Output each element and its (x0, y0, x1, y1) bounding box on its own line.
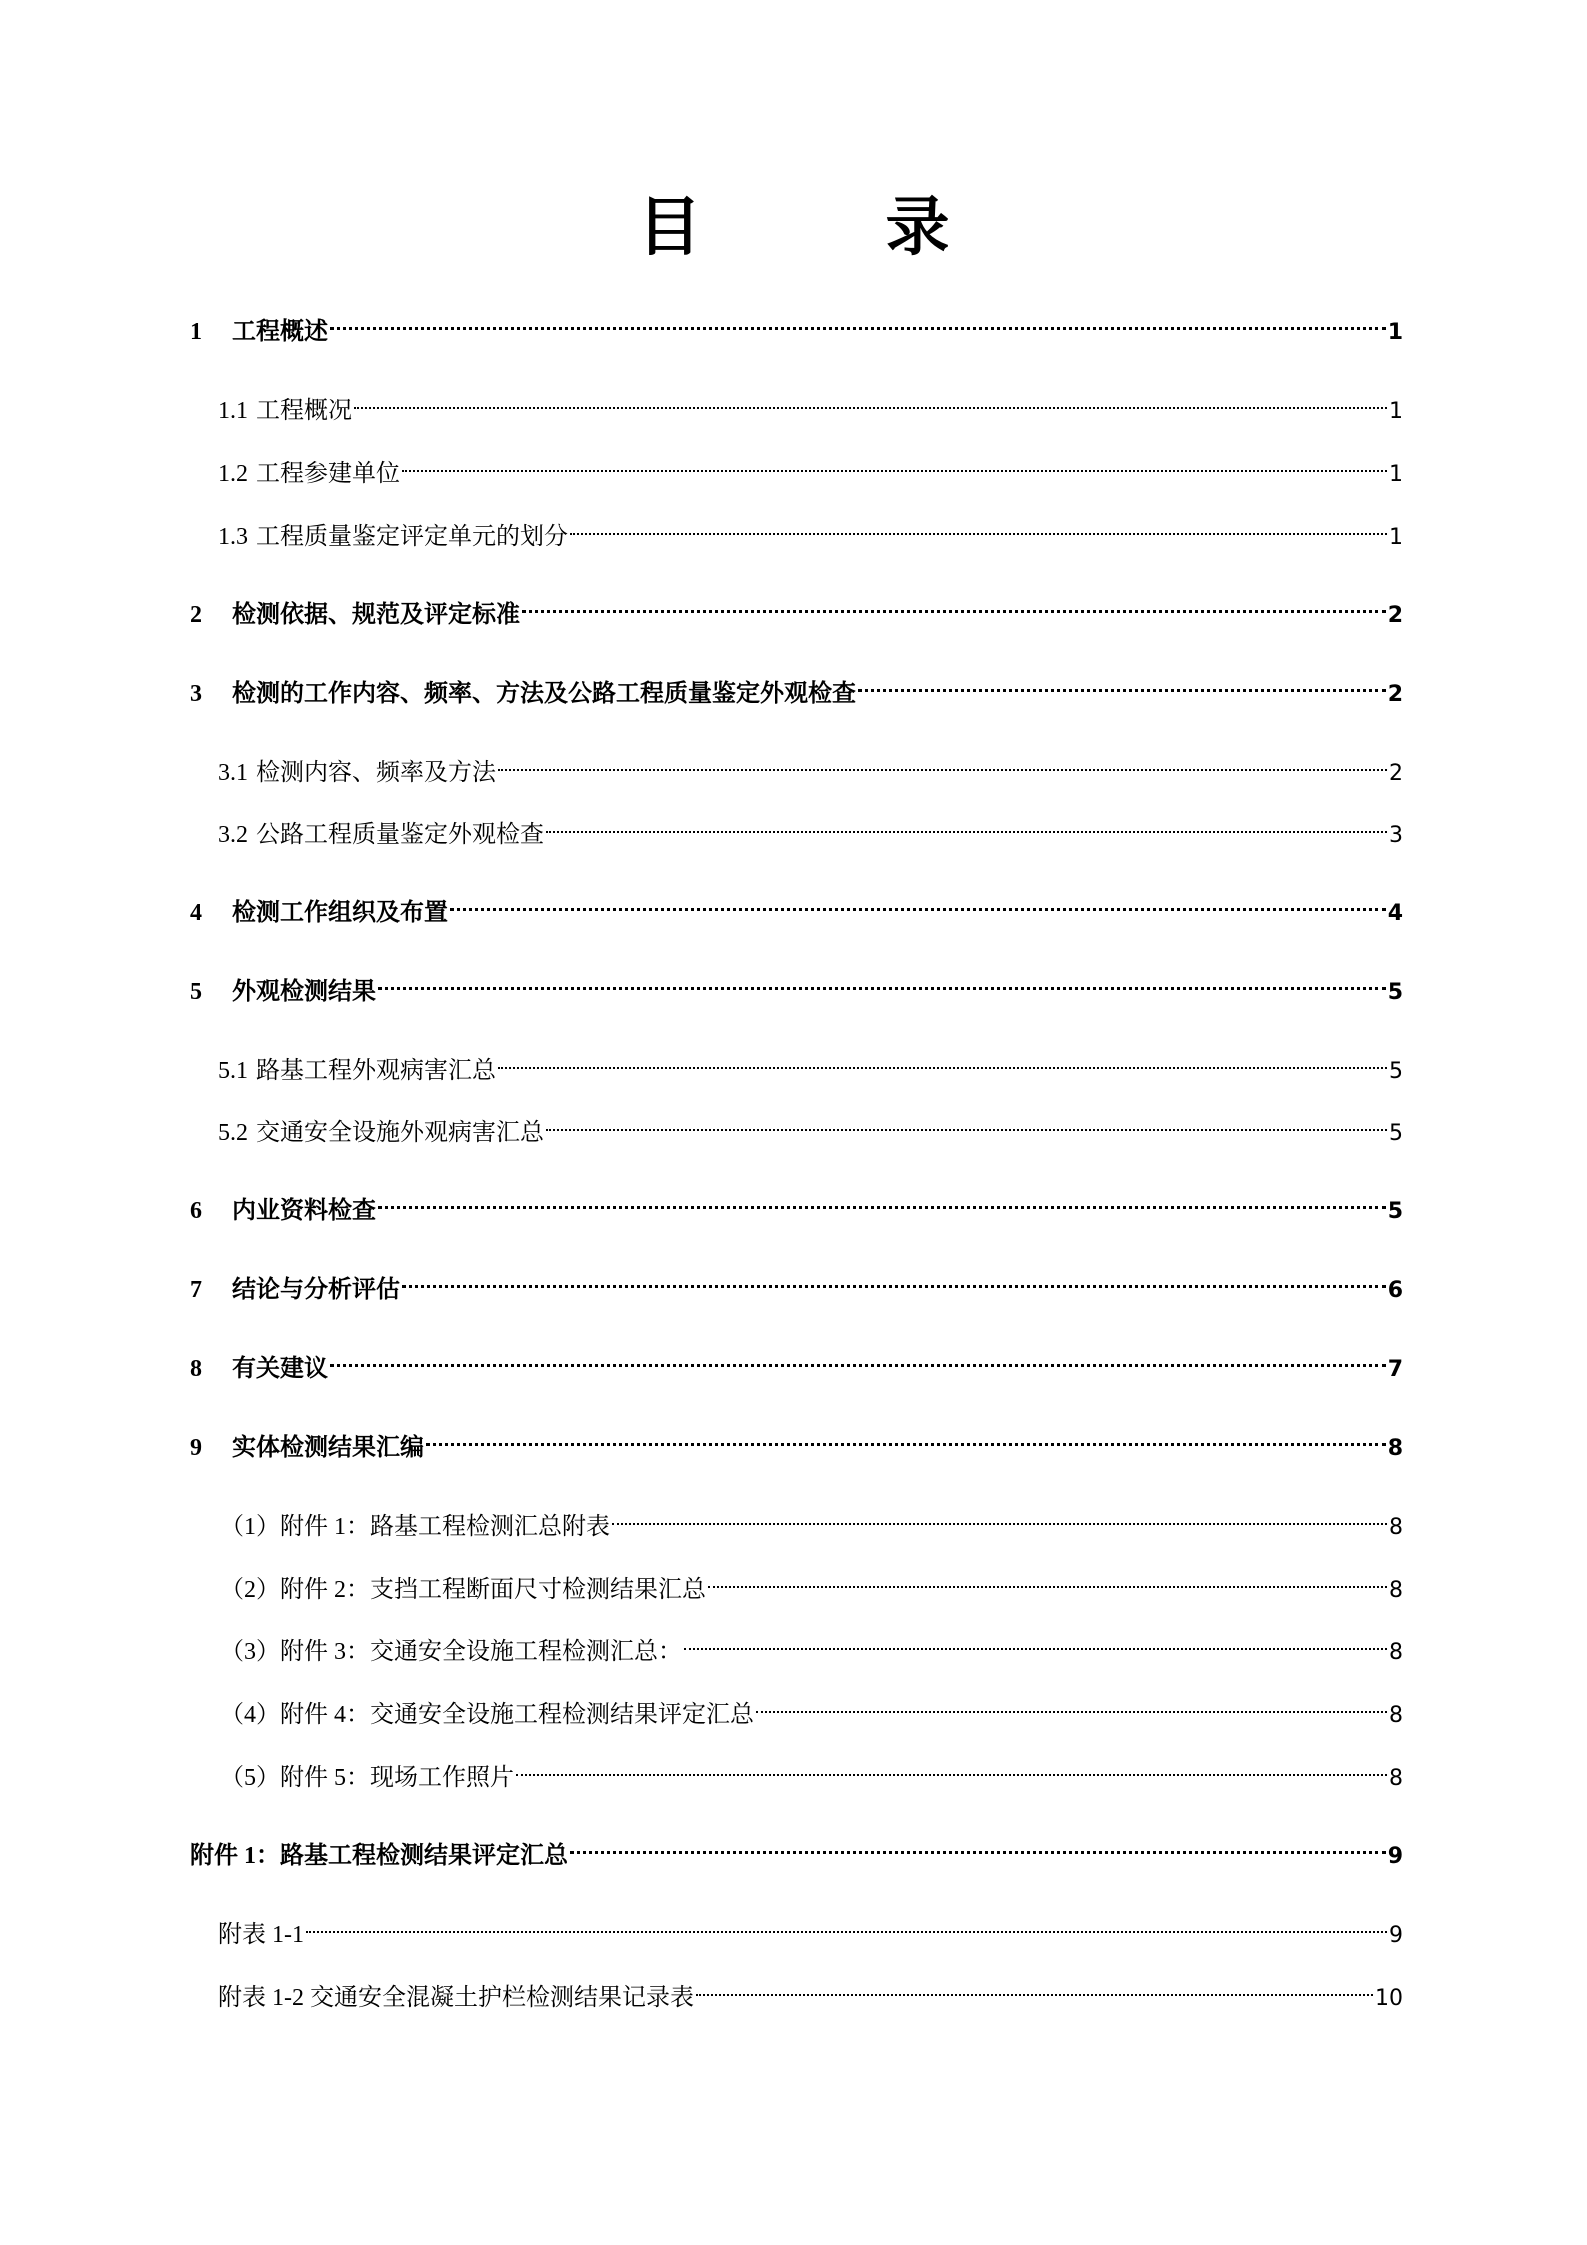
toc-entry-page: 5 (1387, 980, 1403, 1005)
dot-leader (858, 665, 1386, 701)
dot-leader (330, 1340, 1386, 1376)
toc-entry-5-2[interactable] (218, 1104, 1403, 1146)
toc-entry-page: 5 (1389, 1059, 1403, 1084)
toc-entry-page: 2 (1387, 603, 1403, 628)
toc-entry-appendix-1[interactable] (190, 1827, 1403, 1869)
toc-entry-label: （3）附件 3：交通安全设施工程检测汇总： (220, 1639, 682, 1665)
toc-entry-page: 1 (1389, 462, 1403, 487)
toc-entry-number: 2 (190, 602, 202, 628)
toc-entry-label: 内业资料检查 (232, 1198, 376, 1224)
toc-entry-1-1[interactable] (218, 382, 1403, 424)
toc-entry-number: 1.2 (218, 461, 248, 487)
toc-entry-page: 5 (1387, 1199, 1403, 1224)
dot-leader (546, 1104, 1387, 1140)
dot-leader (696, 1969, 1373, 2005)
toc-entry-table-1-2[interactable] (218, 1969, 1403, 2011)
toc-entry-number: 9 (190, 1435, 202, 1461)
toc-entry-label: 路基工程外观病害汇总 (256, 1058, 496, 1084)
toc-entry-8[interactable] (190, 1340, 1403, 1382)
toc-entry-table-1-1[interactable] (218, 1906, 1403, 1948)
toc-entry-page: 1 (1387, 320, 1403, 345)
toc-entry-label: 结论与分析评估 (232, 1277, 400, 1303)
dot-leader (402, 445, 1387, 481)
toc-entry-label: 实体检测结果汇编 (232, 1435, 424, 1461)
toc-entry-label: （4）附件 4：交通安全设施工程检测结果评定汇总 (220, 1702, 754, 1728)
dot-leader (402, 1261, 1386, 1297)
toc-entry-page: 8 (1387, 1436, 1403, 1461)
toc-entry-attachment-3[interactable] (220, 1623, 1403, 1665)
toc-entry-5[interactable] (190, 963, 1403, 1005)
toc-entry-number: 1 (190, 319, 202, 345)
dot-leader (354, 382, 1387, 418)
toc-entry-4[interactable] (190, 884, 1403, 926)
toc-entry-number: 7 (190, 1277, 202, 1303)
dot-leader (516, 1749, 1387, 1785)
dot-leader (498, 744, 1387, 780)
toc-entry-label: 工程概述 (232, 319, 328, 345)
toc-entry-label: 附件 1：路基工程检测结果评定汇总 (190, 1843, 568, 1869)
dot-leader (570, 508, 1387, 544)
toc-entry-label: 有关建议 (232, 1356, 328, 1382)
toc-entry-number: 5.2 (218, 1120, 248, 1146)
dot-leader (426, 1419, 1386, 1455)
dot-leader (546, 806, 1387, 842)
toc-entry-9[interactable] (190, 1419, 1403, 1461)
dot-leader (378, 963, 1386, 999)
toc-entry-label: （2）附件 2：支挡工程断面尺寸检测结果汇总 (220, 1577, 706, 1603)
toc-entry-label: 检测的工作内容、频率、方法及公路工程质量鉴定外观检查 (232, 681, 856, 707)
toc-entry-attachment-1[interactable] (220, 1498, 1403, 1540)
page-title: 目 录 (637, 190, 1010, 265)
toc-entry-attachment-2[interactable] (220, 1561, 1403, 1603)
toc-entry-number: 1.1 (218, 398, 248, 424)
toc-entry-label: （1）附件 1：路基工程检测汇总附表 (220, 1514, 610, 1540)
toc-entry-2[interactable] (190, 586, 1403, 628)
toc-entry-number: 3 (190, 681, 202, 707)
toc-entry-label: 交通安全设施外观病害汇总 (256, 1120, 544, 1146)
dot-leader (570, 1827, 1386, 1863)
toc-entry-page: 5 (1389, 1121, 1403, 1146)
toc-entry-page: 2 (1387, 682, 1403, 707)
toc-entry-page: 6 (1387, 1278, 1403, 1303)
toc-entry-number: 3.2 (218, 822, 248, 848)
toc-entry-label: 检测工作组织及布置 (232, 900, 448, 926)
toc-entry-number: 6 (190, 1198, 202, 1224)
toc-entry-1-2[interactable] (218, 445, 1403, 487)
toc-entry-number: 5.1 (218, 1058, 248, 1084)
toc-entry-page: 8 (1389, 1703, 1403, 1728)
toc-entry-page: 2 (1389, 761, 1403, 786)
dot-leader (378, 1182, 1386, 1218)
toc-entry-page: 8 (1389, 1578, 1403, 1603)
dot-leader (450, 884, 1386, 920)
toc-entry-3-1[interactable] (218, 744, 1403, 786)
toc-entry-7[interactable] (190, 1261, 1403, 1303)
toc-entry-1-3[interactable] (218, 508, 1403, 550)
toc-entry-number: 1.3 (218, 524, 248, 550)
toc-entry-label: 外观检测结果 (232, 979, 376, 1005)
toc-entry-label: 检测依据、规范及评定标准 (232, 602, 520, 628)
dot-leader (708, 1561, 1387, 1597)
toc-entry-page: 8 (1389, 1766, 1403, 1791)
dot-leader (684, 1623, 1387, 1659)
toc-entry-label: （5）附件 5：现场工作照片 (220, 1765, 514, 1791)
toc-entry-page: 3 (1389, 823, 1403, 848)
dot-leader (756, 1686, 1387, 1722)
toc-entry-page: 4 (1387, 901, 1403, 926)
toc-entry-page: 8 (1389, 1515, 1403, 1540)
toc-entry-attachment-5[interactable] (220, 1749, 1403, 1791)
toc-entry-label: 附表 1-2 交通安全混凝土护栏检测结果记录表 (218, 1985, 694, 2011)
toc-entry-number: 5 (190, 979, 202, 1005)
toc-entry-page: 1 (1389, 525, 1403, 550)
toc-entry-1[interactable] (190, 303, 1403, 345)
dot-leader (522, 586, 1386, 622)
toc-entry-label: 工程概况 (256, 398, 352, 424)
toc-entry-label: 工程质量鉴定评定单元的划分 (256, 524, 568, 550)
toc-entry-number: 4 (190, 900, 202, 926)
toc-entry-attachment-4[interactable] (220, 1686, 1403, 1728)
toc-entry-number: 8 (190, 1356, 202, 1382)
toc-entry-label: 检测内容、频率及方法 (256, 760, 496, 786)
toc-entry-label: 公路工程质量鉴定外观检查 (256, 822, 544, 848)
toc-entry-3[interactable] (190, 665, 1403, 707)
toc-entry-label: 附表 1-1 (218, 1922, 304, 1948)
toc-entry-5-1[interactable] (218, 1042, 1403, 1084)
toc-entry-page: 7 (1387, 1357, 1403, 1382)
dot-leader (498, 1042, 1387, 1078)
toc-entry-3-2[interactable] (218, 806, 1403, 848)
toc-entry-page: 9 (1389, 1923, 1403, 1948)
toc-entry-page: 10 (1375, 1986, 1403, 2011)
dot-leader (612, 1498, 1387, 1534)
toc-entry-page: 9 (1387, 1844, 1403, 1869)
dot-leader (330, 303, 1386, 339)
dot-leader (306, 1906, 1387, 1942)
toc-entry-label: 工程参建单位 (256, 461, 400, 487)
toc-entry-page: 1 (1389, 399, 1403, 424)
toc-entry-number: 3.1 (218, 760, 248, 786)
toc-entry-page: 8 (1389, 1640, 1403, 1665)
toc-entry-6[interactable] (190, 1182, 1403, 1224)
